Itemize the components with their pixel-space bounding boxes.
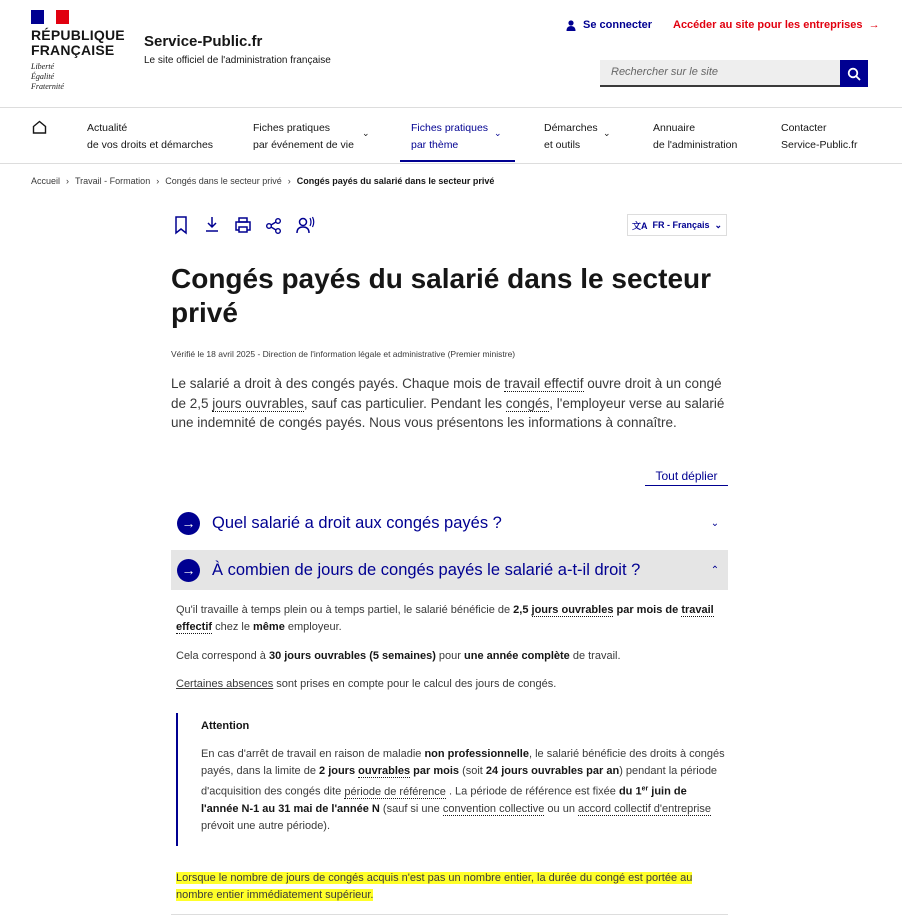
- language-selector[interactable]: 文A FR - Français ⌄: [627, 214, 727, 236]
- definition-link[interactable]: ouvrables: [358, 765, 411, 777]
- expand-all-button[interactable]: Tout déplier: [645, 469, 728, 486]
- highlighted-paragraph: Lorsque le nombre de jours de congés acquis n'est pas un nombre entier, la durée du congé est portée au nombre entier immédiatement supérieur.: [176, 872, 693, 901]
- intro-paragraph: Le salarié a droit à des congés payés. Chaque mois de travail effectif ouvre droit à un congé de 2,5 jours ouvrables, sauf cas particulier. Pendant les congés, l'employeur verse au salarié une indemnité de congés payés. Nous vous présentons les informations à connaître.: [171, 376, 725, 430]
- nav-item-actualite[interactable]: Actualité de vos droits et démarches: [87, 122, 214, 151]
- arrow-right-icon: →: [177, 512, 200, 535]
- breadcrumb: [31, 176, 494, 186]
- site-subtitle: Le site officiel de l'administration française: [144, 55, 331, 66]
- accordion-question-1[interactable]: → Quel salarié a droit aux congés payés ? ⌄: [171, 503, 728, 543]
- arrow-right-icon: →: [865, 19, 880, 31]
- definition-link[interactable]: période de référence: [344, 785, 446, 798]
- listen-icon[interactable]: [295, 214, 315, 236]
- verification-date: Vérifié le 18 avril 2025 - Direction de l'information légale et administrative (Premier ministre): [171, 349, 516, 359]
- definition-link[interactable]: accord collectif d'entreprise: [578, 802, 711, 815]
- definition-link[interactable]: jours ouvrables: [531, 604, 614, 616]
- nav-item-fiches-theme[interactable]: Fiches pratiques par thème: [411, 122, 489, 151]
- print-icon[interactable]: [233, 214, 253, 236]
- user-icon: [566, 20, 576, 31]
- home-icon: [32, 120, 47, 134]
- chevron-right-icon: ›: [287, 176, 291, 186]
- active-tab-indicator: [400, 160, 515, 162]
- definition-link[interactable]: travail effectif: [504, 376, 584, 391]
- login-link[interactable]: [566, 19, 652, 31]
- content-paragraph: Cela correspond à 30 jours ouvrables (5 semaines) pour une année complète de travail.: [176, 650, 621, 662]
- divider: [171, 914, 728, 915]
- search-input[interactable]: Rechercher sur le site: [600, 60, 840, 87]
- definition-link[interactable]: jours ouvrables: [212, 395, 304, 411]
- login-label: Se connecter: [583, 19, 653, 31]
- nav-item-fiches-evenement[interactable]: Fiches pratiques par événement de vie: [253, 122, 354, 151]
- search-bar: [600, 60, 868, 87]
- definition-link[interactable]: congés: [505, 395, 550, 411]
- breadcrumb-current: Congés payés du salarié dans le secteur privé: [296, 176, 495, 186]
- nav-item-contacter[interactable]: Contacter Service-Public.fr: [781, 122, 858, 151]
- republique-francaise-logo[interactable]: RÉPUBLIQUE FRANÇAISE: [31, 27, 125, 58]
- definition-link[interactable]: travail effectif: [176, 604, 714, 633]
- nav-item-demarches[interactable]: Démarches et outils: [544, 122, 598, 151]
- translate-icon: 文A: [631, 220, 648, 231]
- breadcrumb-link[interactable]: Congés dans le secteur privé: [165, 176, 282, 186]
- devise: Liberté Égalité Fraternité: [31, 62, 64, 91]
- arrow-right-icon: →: [177, 559, 200, 582]
- site-header: [0, 0, 902, 108]
- absences-link[interactable]: Certaines absences: [176, 678, 274, 690]
- content-paragraph: Qu'il travaille à temps plein ou à temps partiel, le salarié bénéficie de 2,5 jours ouvrables par mois de travail effectif chez le même employeur.: [176, 604, 714, 633]
- accordion-question-2[interactable]: → À combien de jours de congés payés le salarié a-t-il droit ? ⌃: [171, 550, 728, 590]
- chevron-down-icon: ⌄: [494, 128, 502, 138]
- french-flag-logo: [31, 10, 69, 24]
- share-icon[interactable]: [264, 214, 284, 236]
- chevron-down-icon: ⌄: [362, 128, 370, 138]
- site-name-link[interactable]: Service-Public.fr: [144, 33, 263, 50]
- divider: [0, 163, 902, 164]
- attention-callout: [176, 713, 727, 846]
- breadcrumb-link[interactable]: Accueil: [31, 176, 61, 186]
- chevron-right-icon: ›: [66, 176, 70, 186]
- definition-link[interactable]: convention collective: [442, 802, 545, 815]
- content-paragraph: Certaines absences sont prises en compte pour le calcul des jours de congés.: [176, 678, 557, 690]
- main-nav: [0, 108, 902, 163]
- attention-title: Attention: [201, 720, 250, 732]
- chevron-down-icon: ⌄: [710, 517, 720, 529]
- chevron-up-icon: ⌃: [710, 564, 720, 576]
- page-title: Congés payés du salarié dans le secteur privé: [171, 263, 712, 328]
- chevron-down-icon: ⌄: [714, 219, 723, 230]
- nav-item-annuaire[interactable]: Annuaire de l'administration: [653, 122, 738, 151]
- bookmark-icon[interactable]: [171, 214, 191, 236]
- enterprise-site-link[interactable]: Accéder au site pour les entreprises →: [673, 19, 880, 31]
- chevron-down-icon: ⌄: [603, 128, 611, 138]
- breadcrumb-link[interactable]: Travail - Formation: [75, 176, 151, 186]
- home-link[interactable]: [32, 120, 47, 139]
- search-icon: [847, 67, 861, 81]
- attention-body: En cas d'arrêt de travail en raison de maladie non professionnelle, le salarié bénéficie des droits à congés payés, dans la limite de 2 jours ouvrables par mois (soit 24 jours ouvrables par an) pendant la période d'acquisition des congés dite période de référence . La période de référence est fixée du 1er juin de l'année N-1 au 31 mai de l'année N (sauf si une convention collective ou un accord collectif d'entreprise prévoit une autre période).: [201, 748, 725, 832]
- page-toolbar: [171, 214, 315, 236]
- download-icon[interactable]: [202, 214, 222, 236]
- chevron-right-icon: ›: [156, 176, 160, 186]
- search-button[interactable]: [840, 60, 868, 87]
